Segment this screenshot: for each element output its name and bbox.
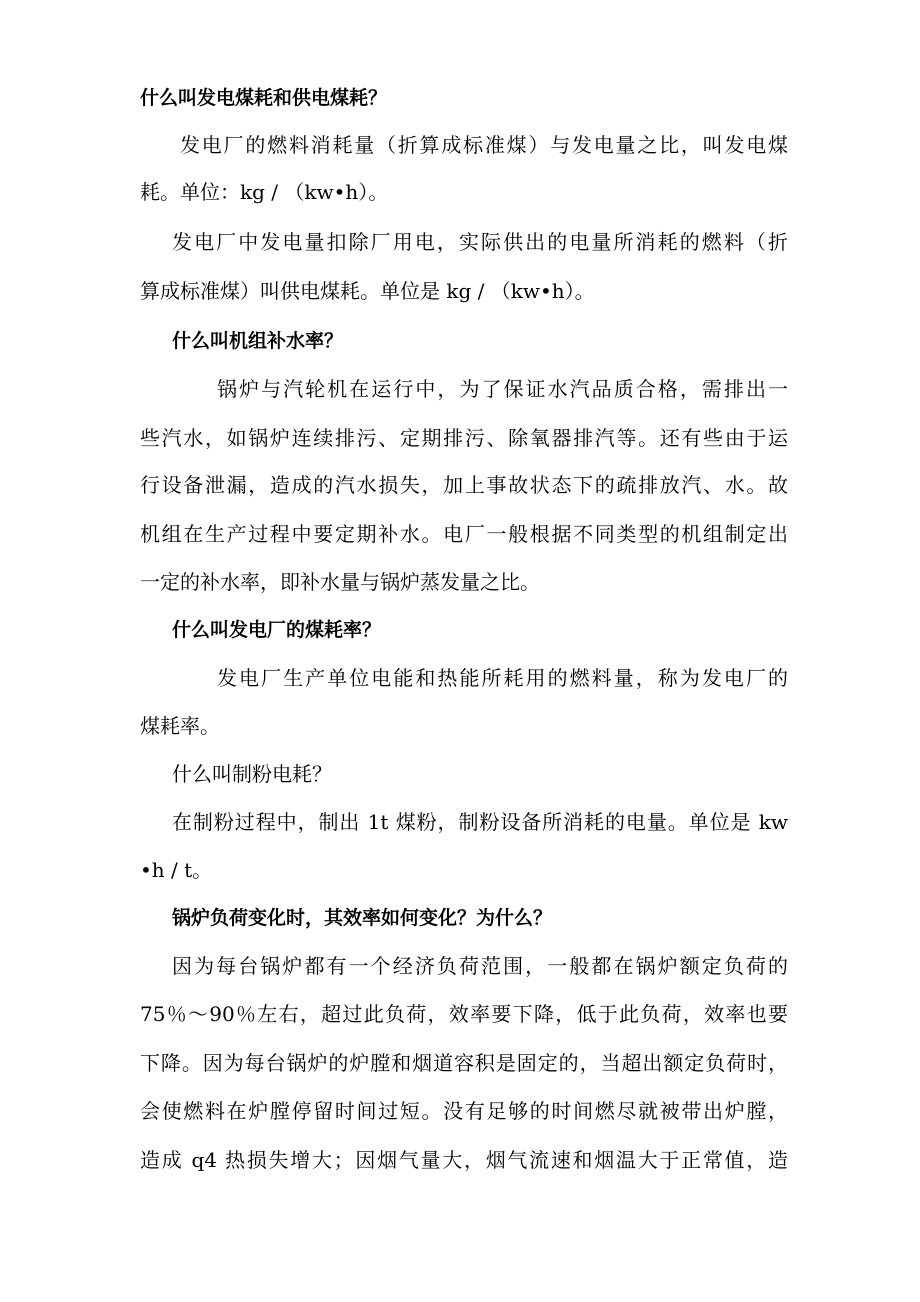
paragraph-line: 些汽水，如锅炉连续排污、定期排污、除氧器排汽等。还有些由于运 bbox=[140, 426, 788, 450]
paragraph-line: 75％～90％左右，超过此负荷，效率要下降，低于此负荷，效率也要 bbox=[140, 1002, 788, 1026]
paragraph-line: 发电厂生产单位电能和热能所耗用的燃料量，称为发电厂的 bbox=[217, 666, 788, 690]
paragraph-line: 发电厂的燃料消耗量（折算成标准煤）与发电量之比，叫发电煤 bbox=[180, 133, 788, 157]
paragraph-line: 机组在生产过程中要定期补水。电厂一般根据不同类型的机组制定出 bbox=[140, 522, 788, 546]
paragraph-line: 煤耗率。 bbox=[140, 714, 220, 738]
paragraph-line: 发电厂中发电量扣除厂用电，实际供出的电量所消耗的燃料（折 bbox=[172, 230, 788, 254]
heading-boiler-load-efficiency: 锅炉负荷变化时，其效率如何变化？为什么？ bbox=[172, 907, 553, 929]
paragraph-line: 会使燃料在炉膛停留时间过短。没有足够的时间燃尽就被带出炉膛， bbox=[140, 1099, 788, 1123]
heading-makeup-water-rate: 什么叫机组补水率？ bbox=[172, 330, 344, 352]
heading-pulverizing-power: 什么叫制粉电耗？ bbox=[172, 762, 332, 786]
paragraph-line: 行设备泄漏，造成的汽水损失，加上事故状态下的疏排放汽、水。故 bbox=[140, 473, 788, 497]
paragraph-line: 下降。因为每台锅炉的炉膛和烟道容积是固定的，当超出额定负荷时， bbox=[140, 1051, 788, 1075]
paragraph-line: 锅炉与汽轮机在运行中，为了保证水汽品质合格，需排出一 bbox=[217, 377, 788, 401]
paragraph-line: 一定的补水率，即补水量与锅炉蒸发量之比。 bbox=[140, 570, 540, 594]
paragraph-line: 耗。单位：kg / （kw•h）。 bbox=[140, 180, 389, 204]
heading-plant-coal-rate: 什么叫发电厂的煤耗率？ bbox=[172, 619, 382, 641]
paragraph-line: 因为每台锅炉都有一个经济负荷范围，一般都在锅炉额定负荷的 bbox=[172, 954, 788, 978]
paragraph-line: 算成标准煤）叫供电煤耗。单位是 kg / （kw•h）。 bbox=[140, 279, 595, 303]
paragraph-line: 造成 q4 热损失增大；因烟气量大，烟气流速和烟温大于正常值，造 bbox=[140, 1148, 788, 1172]
paragraph-line: 在制粉过程中，制出 1t 煤粉，制粉设备所消耗的电量。单位是 kw bbox=[172, 810, 788, 834]
heading-coal-consumption: 什么叫发电煤耗和供电煤耗？ bbox=[140, 87, 388, 109]
paragraph-line: •h / t。 bbox=[140, 858, 213, 882]
